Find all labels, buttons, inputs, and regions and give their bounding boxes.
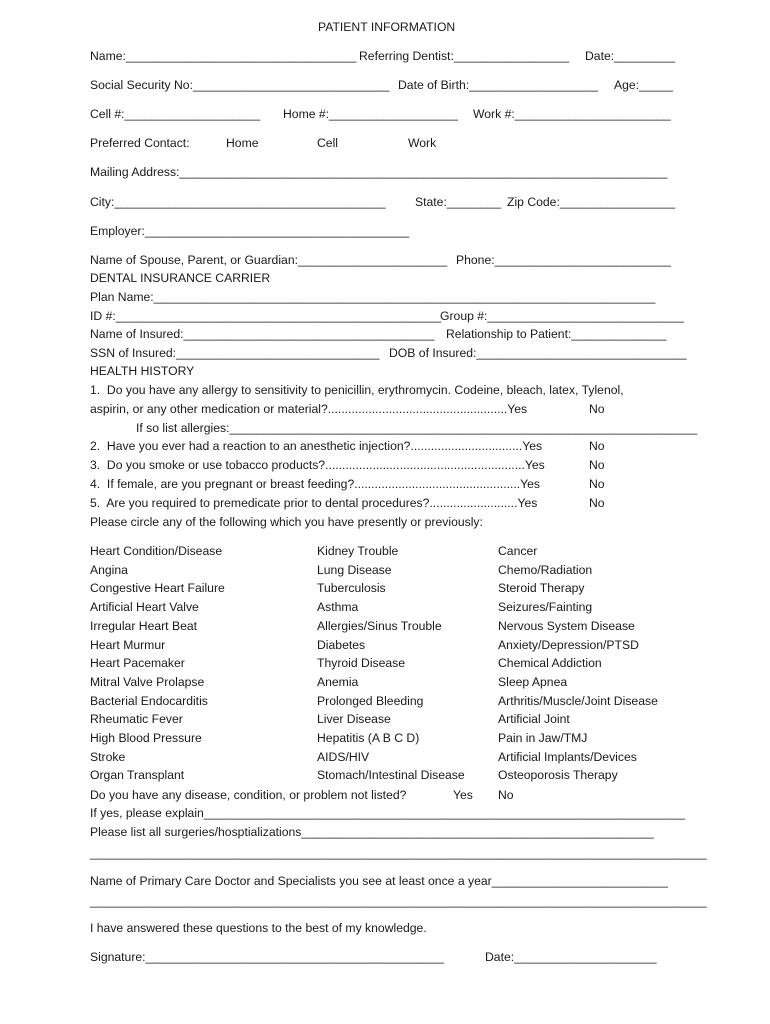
plan-name-field[interactable]: Plan Name:__________________________________________________________________________ [90,290,656,304]
condition-option[interactable]: Steroid Therapy [498,581,585,596]
question-5-no[interactable]: No [589,496,605,510]
insured-name-field[interactable]: Name of Insured:_____________________________________ [90,327,435,341]
condition-option[interactable]: Prolonged Bleeding [317,693,424,708]
condition-option[interactable]: Mitral Valve Prolapse [90,674,205,689]
dob-field[interactable]: Date of Birth:___________________ [398,78,598,92]
condition-option[interactable]: Angina [90,562,128,577]
preferred-contact-work[interactable]: Work [408,136,437,150]
condition-option[interactable]: Congestive Heart Failure [90,581,225,596]
question-1-yes[interactable]: aspirin, or any other medication or material?.....................................................Yes [90,402,528,416]
ssn-field[interactable]: Social Security No:_____________________________ [90,78,390,92]
preferred-contact-home[interactable]: Home [226,136,259,150]
condition-option[interactable]: Organ Transplant [90,768,185,783]
group-number-field[interactable]: Group #:_____________________________ [440,309,684,323]
question-1-no[interactable]: No [589,402,605,416]
preferred-contact-label: Preferred Contact: [90,136,190,150]
condition-option[interactable]: Stomach/Intestinal Disease [317,768,465,783]
condition-option[interactable]: Anemia [317,674,359,689]
attestation-text: I have answered these questions to the best of my knowledge. [90,921,427,935]
insured-ssn-field[interactable]: SSN of Insured:______________________________ [90,346,380,360]
condition-option[interactable]: Arthritis/Muscle/Joint Disease [498,693,658,708]
condition-option[interactable]: Lung Disease [317,562,392,577]
condition-option[interactable]: Artificial Heart Valve [90,600,199,615]
insured-dob-field[interactable]: DOB of Insured:_______________________________ [389,346,687,360]
condition-option[interactable]: Stroke [90,749,126,764]
condition-option[interactable]: Rheumatic Fever [90,712,183,727]
circle-instruction: Please circle any of the following which you have presently or previously: [90,515,483,529]
condition-option[interactable]: Heart Pacemaker [90,656,185,671]
question-2-yes[interactable]: 2. Have you ever had a reaction to an anesthetic injection?.................................Yes [90,439,543,453]
cell-phone-field[interactable]: Cell #:____________________ [90,107,261,121]
date-field[interactable]: Date:_________ [585,49,676,63]
condition-option[interactable]: Heart Condition/Disease [90,544,223,558]
allergies-list-field[interactable]: If so list allergies:_____________________________________________________________________ [136,421,698,435]
primary-doctor-continued-field[interactable]: ___________________________________________________________________________________________ [90,894,707,908]
condition-option[interactable]: High Blood Pressure [90,731,202,745]
condition-option[interactable]: Liver Disease [317,712,391,727]
question-4-yes[interactable]: 4. If female, are you pregnant or breast feeding?.................................................Yes [90,477,541,491]
condition-option[interactable]: Allergies/Sinus Trouble [317,618,442,633]
city-field[interactable]: City:________________________________________ [90,195,386,209]
name-field[interactable]: Name:__________________________________ [90,49,357,63]
explain-field[interactable]: If yes, please explain_______________________________________________________________________ [90,806,686,820]
employer-field[interactable]: Employer:_______________________________________ [90,224,410,238]
condition-option[interactable]: Artificial Joint [498,712,570,727]
home-phone-field[interactable]: Home #:___________________ [283,107,458,121]
other-disease-no[interactable]: No [498,788,514,802]
work-phone-field[interactable]: Work #:_______________________ [473,107,671,121]
condition-option[interactable]: Seizures/Fainting [498,600,593,615]
condition-option[interactable]: Irregular Heart Beat [90,618,198,633]
age-field[interactable]: Age:_____ [614,78,673,92]
condition-option[interactable]: Sleep Apnea [498,674,568,689]
condition-option[interactable]: Diabetes [317,637,366,652]
signature-date-field[interactable]: Date:_____________________ [485,950,657,964]
condition-option[interactable]: Thyroid Disease [317,656,406,671]
insurance-heading: DENTAL INSURANCE CARRIER [90,271,271,285]
preferred-contact-cell[interactable]: Cell [317,136,338,150]
other-disease-question: Do you have any disease, condition, or problem not listed? [90,788,407,802]
question-5-yes[interactable]: 5. Are you required to premedicate prior to dental procedures?..........................Yes [90,496,538,510]
condition-option[interactable]: Bacterial Endocarditis [90,693,208,708]
zip-code-field[interactable]: Zip Code:_________________ [507,195,676,209]
condition-option[interactable]: Heart Murmur [90,637,166,652]
other-disease-yes[interactable]: Yes [453,788,473,802]
condition-option[interactable]: Osteoporosis Therapy [498,768,618,783]
signature-field[interactable]: Signature:____________________________________________ [90,950,444,964]
condition-option[interactable]: Tuberculosis [317,581,386,596]
question-1-text: 1. Do you have any allergy to sensitivity to penicillin, erythromycin. Codeine, bleach, latex, Tylenol, [90,383,624,397]
health-history-heading: HEALTH HISTORY [90,364,195,378]
question-2-no[interactable]: No [589,439,605,453]
mailing-address-field[interactable]: Mailing Address:________________________________________________________________________ [90,165,668,179]
question-3-yes[interactable]: 3. Do you smoke or use tobacco products?...........................................................Yes [90,458,545,472]
question-3-no[interactable]: No [589,458,605,472]
referring-dentist-field[interactable]: Referring Dentist:_________________ [359,49,570,63]
condition-option[interactable]: Hepatitis (A B C D) [317,731,420,745]
condition-option[interactable]: Chemical Addiction [498,656,602,671]
condition-option[interactable]: Anxiety/Depression/PTSD [498,637,639,652]
condition-option[interactable]: Asthma [317,600,359,615]
relationship-field[interactable]: Relationship to Patient:______________ [446,327,667,341]
surgeries-continued-field[interactable]: ___________________________________________________________________________________________ [90,846,707,860]
condition-option[interactable]: Kidney Trouble [317,544,399,558]
surgeries-field[interactable]: Please list all surgeries/hosptializations____________________________________________________ [90,825,654,839]
primary-doctor-field[interactable]: Name of Primary Care Doctor and Specialists you see at least once a year__________________________ [90,874,668,888]
condition-option[interactable]: AIDS/HIV [317,749,370,764]
question-4-no[interactable]: No [589,477,605,491]
condition-option[interactable]: Nervous System Disease [498,618,635,633]
insurance-id-field[interactable]: ID #:________________________________________________ [90,309,442,323]
condition-option[interactable]: Chemo/Radiation [498,562,593,577]
page-title: PATIENT INFORMATION [318,20,456,34]
condition-option[interactable]: Cancer [498,544,538,558]
guardian-phone-field[interactable]: Phone:__________________________ [456,253,671,267]
state-field[interactable]: State:________ [415,195,502,209]
guardian-name-field[interactable]: Name of Spouse, Parent, or Guardian:______________________ [90,253,448,267]
condition-option[interactable]: Artificial Implants/Devices [498,749,637,764]
condition-option[interactable]: Pain in Jaw/TMJ [498,731,588,745]
